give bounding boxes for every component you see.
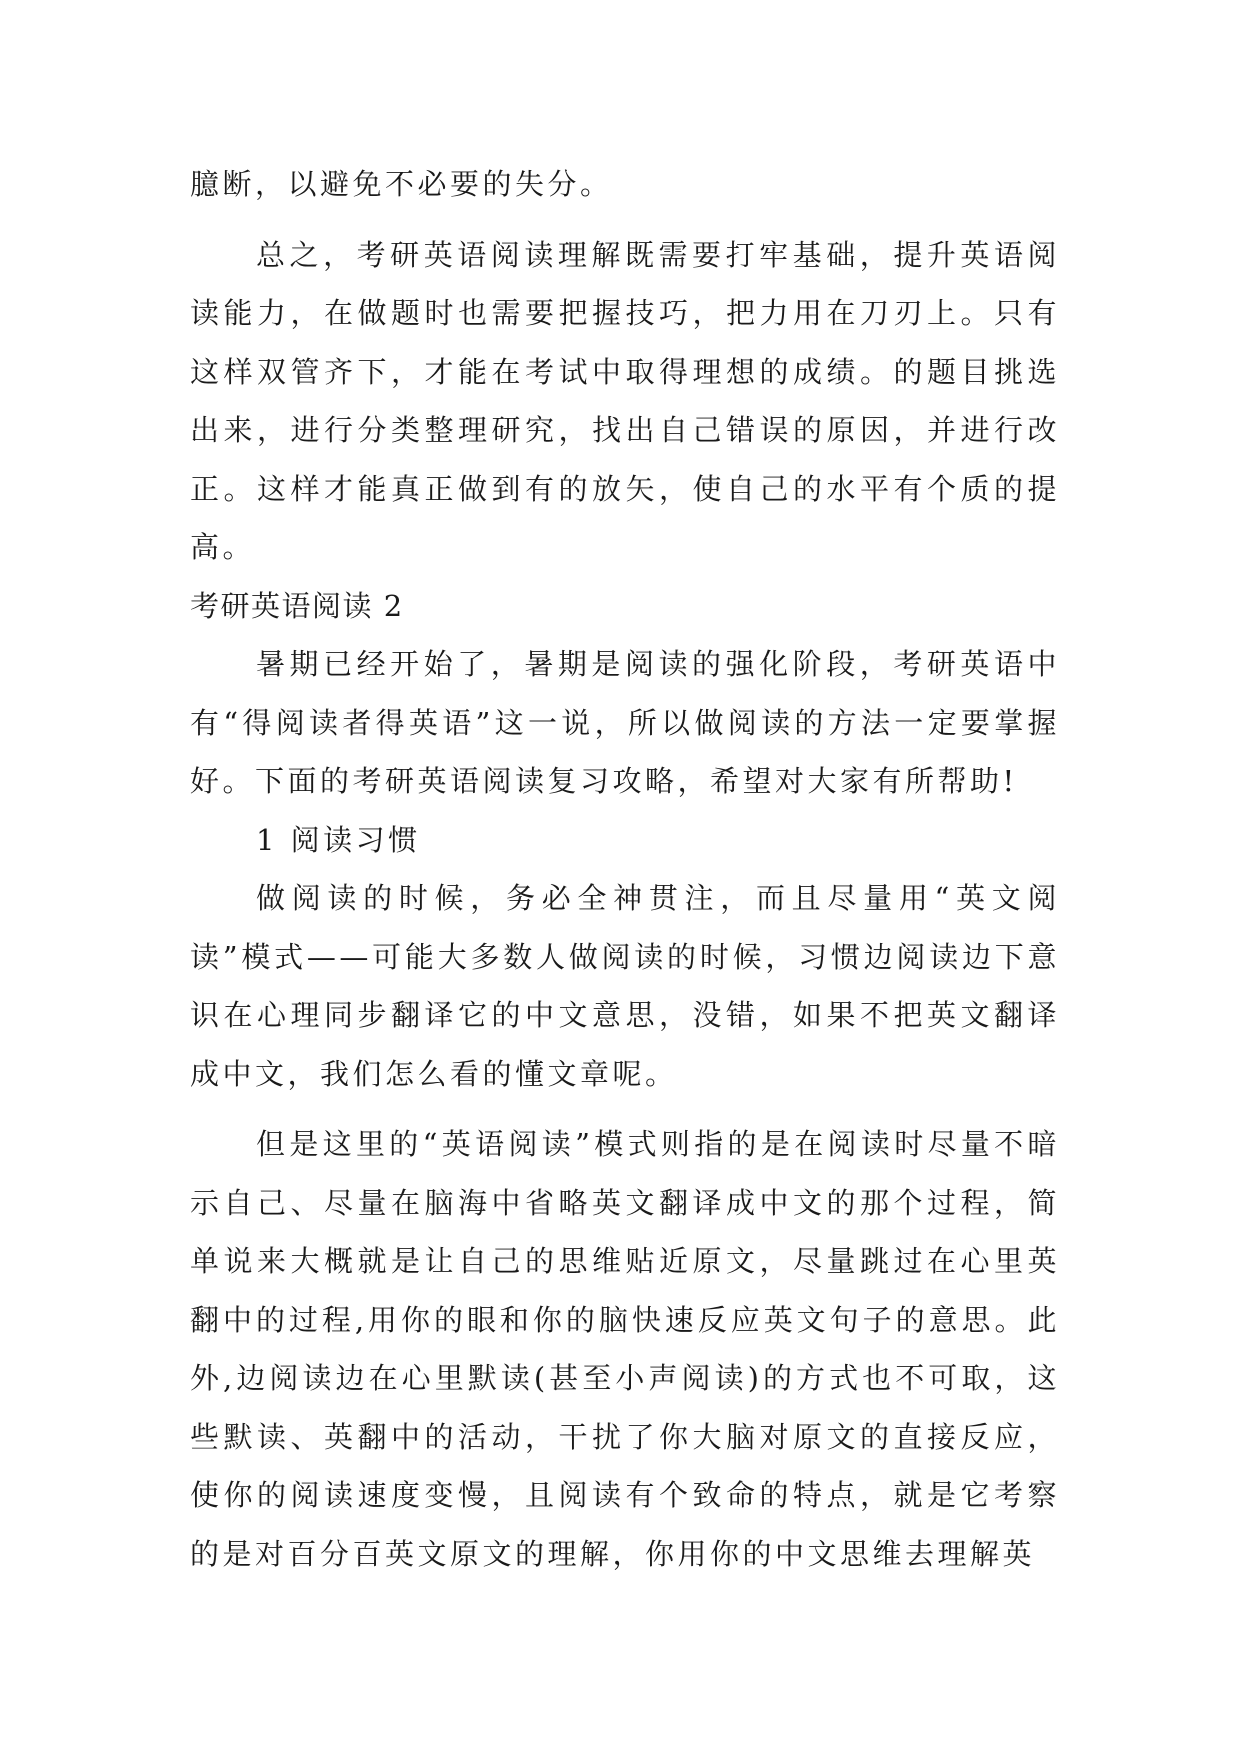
section-heading: 考研英语阅读 2 [190, 588, 404, 623]
document-body [190, 155, 1060, 1583]
paragraph-intro: 暑期已经开始了，暑期是阅读的强化阶段，考研英语中有“得阅读者得英语”这一说，所以做阅读的方法一定要掌握好。下面的考研英语阅读复习攻略，希望对大家有所帮助! [190, 647, 1060, 798]
subheading-reading-habit: 1 阅读习惯 [256, 822, 421, 857]
paragraph-continuation: 臆断，以避免不必要的失分。 [190, 167, 613, 201]
paragraph-english-mode: 但是这里的“英语阅读”模式则指的是在阅读时尽量不暗示自己、尽量在脑海中省略英文翻译成中文的那个过程，简单说来大概就是让自己的思维贴近原文，尽量跳过在心里英翻中的过程,用你的眼和你的脑快速反应英文句子的意思。此外,边阅读边在心里默读(甚至小声阅读)的方式也不可取，这些默读、英翻中的活动，干扰了你大脑对原文的直接反应，使你的阅读速度变慢，且阅读有个致命的特点，就是它考察的是对百分百英文原文的理解，你用你的中文思维去理解英 [190, 1127, 1060, 1571]
paragraph-summary: 总之，考研英语阅读理解既需要打牢基础，提升英语阅读能力，在做题时也需要把握技巧，把力用在刀刃上。只有这样双管齐下，才能在考试中取得理想的成绩。的题目挑选出来，进行分类整理研究，找出自己错误的原因，并进行改正。这样才能真正做到有的放矢，使自己的水平有个质的提高。 [190, 237, 1060, 564]
paragraph-reading-mode: 做阅读的时候，务必全神贯注，而且尽量用“英文阅读”模式——可能大多数人做阅读的时候，习惯边阅读边下意识在心理同步翻译它的中文意思，没错，如果不把英文翻译成中文，我们怎么看的懂文章呢。 [190, 881, 1060, 1091]
